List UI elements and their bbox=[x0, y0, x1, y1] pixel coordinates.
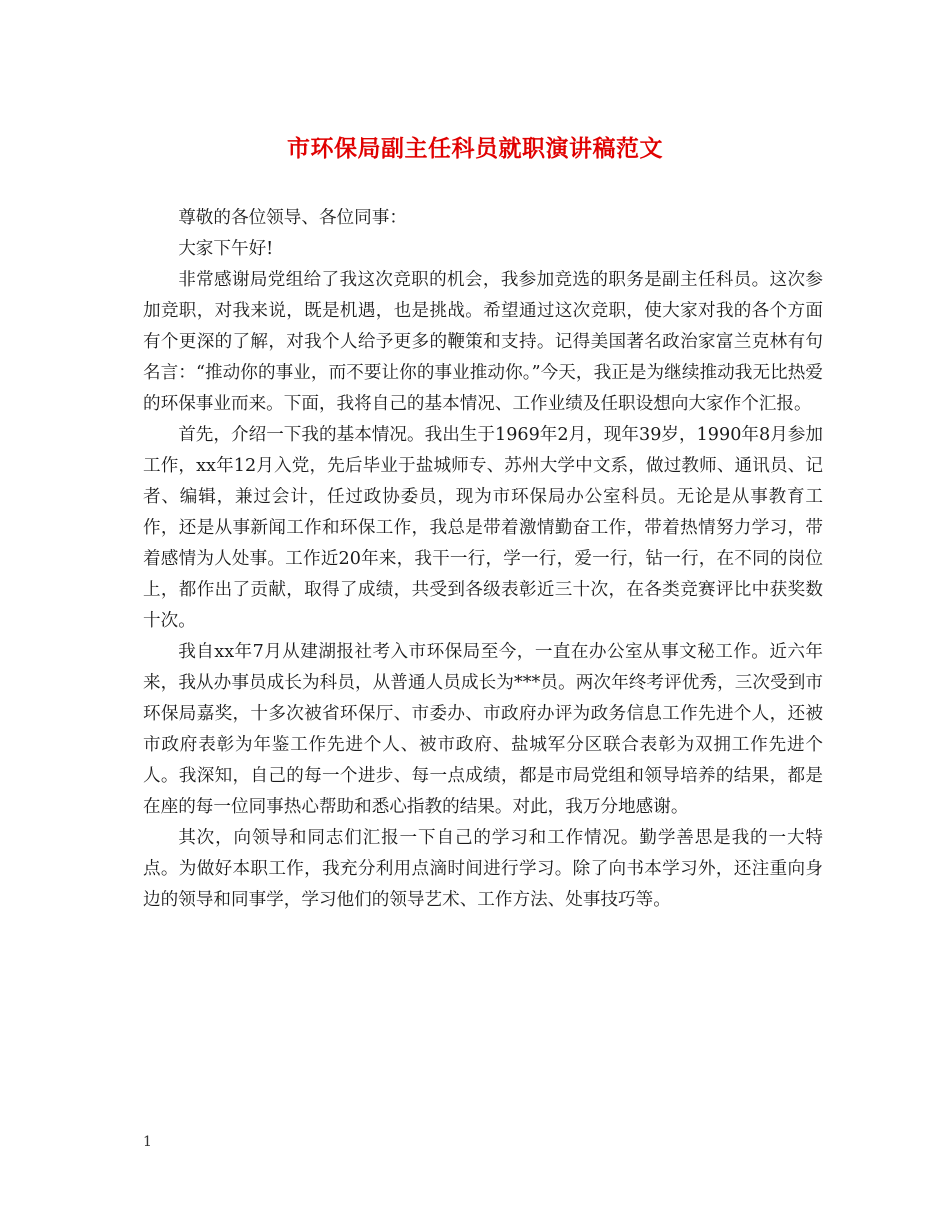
paragraph-greeting: 尊敬的各位领导、各位同事： bbox=[178, 208, 407, 228]
page-number: 1 bbox=[143, 1134, 152, 1150]
paragraph-work-history: 我自xx年7月从建湖报社考入市环保局至今，一直在办公室从事文秘工作。近六年来，我从办事员成长为科员，从普通人员成长为***员。两次年终考评优秀，三次受到市环保局嘉奖，十多次被省环保厅、市委办、市政府办评为政务信息工作先进个人，还被市政府表彰为年鉴工作先进个人、被市政府、盐城军分区联合表彰为双拥工作先进个人。我深知，自己的每一个进步、每一点成绩，都是市局党组和领导培养的结果，都是在座的每一位同事热心帮助和悉心指教的结果。对此，我万分地感谢。 bbox=[143, 642, 823, 817]
document-title: 市环保局副主任科员就职演讲稿范文 bbox=[287, 136, 663, 162]
paragraph-introduction: 非常感谢局党组给了我这次竞职的机会，我参加竞选的职务是副主任科员。这次参加竞职，对我来说，既是机遇，也是挑战。希望通过这次竞职，使大家对我的各个方面有个更深的了解，对我个人给予更多的鞭策和支持。记得美国著名政治家富兰克林有句名言：“推动你的事业，而不要让你的事业推动你。”今天，我正是为继续推动我无比热爱的环保事业而来。下面，我将自己的基本情况、工作业绩及任职设想向大家作个汇报。 bbox=[143, 270, 823, 414]
paragraph-study-and-work: 其次，向领导和同志们汇报一下自己的学习和工作情况。勤学善思是我的一大特点。为做好本职工作，我充分利用点滴时间进行学习。除了向书本学习外，还注重向身边的领导和同事学，学习他们的领导艺术、工作方法、处事技巧等。 bbox=[143, 828, 823, 910]
paragraph-salutation: 大家下午好! bbox=[178, 239, 274, 259]
document-body bbox=[143, 203, 823, 916]
paragraph-basic-info: 首先，介绍一下我的基本情况。我出生于1969年2月，现年39岁，1990年8月参加工作，xx年12月入党，先后毕业于盐城师专、苏州大学中文系，做过教师、通讯员、记者、编辑，兼过会计，任过政协委员，现为市环保局办公室科员。无论是从事教育工作，还是从事新闻工作和环保工作，我总是带着激情勤奋工作，带着热情努力学习，带着感情为人处事。工作近20年来，我干一行，学一行，爱一行，钻一行，在不同的岗位上，都作出了贡献，取得了成绩，共受到各级表彰近三十次，在各类竞赛评比中获奖数十次。 bbox=[143, 425, 823, 631]
